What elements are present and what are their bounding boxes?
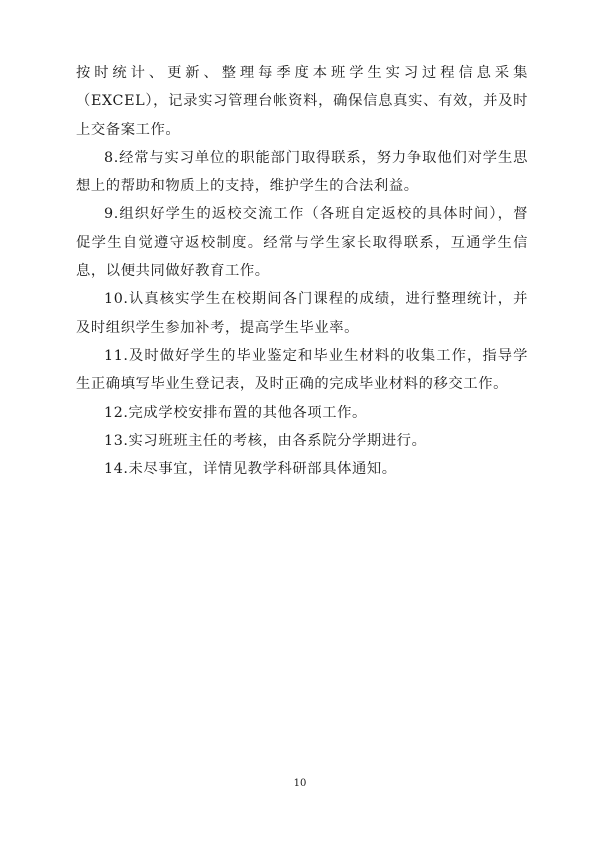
page-number: 10 xyxy=(293,778,307,789)
paragraph-item-14: 14.未尽事宜，详情见教学科研部具体通知。 xyxy=(104,461,397,478)
paragraph-item-12: 12.完成学校安排布置的其他各项工作。 xyxy=(104,404,367,421)
paragraph-item-13: 13.实习班班主任的考核，由各系院分学期进行。 xyxy=(104,432,427,449)
paragraph-item-8: 8.经常与实习单位的职能部门取得联系，努力争取他们对学生思想上的帮助和物质上的支持，维护学生的合法利益。 xyxy=(76,149,528,195)
paragraph-continuation: 按时统计、更新、整理每季度本班学生实习过程信息采集（EXCEL），记录实习管理台帐资料，确保信息真实、有效，并及时上交备案工作。 xyxy=(76,65,528,138)
paragraph-item-11: 11.及时做好学生的毕业鉴定和毕业生材料的收集工作，指导学生正确填写毕业生登记表，及时正确的完成毕业材料的移交工作。 xyxy=(76,347,528,393)
document-body xyxy=(76,59,528,483)
paragraph-item-9: 9.组织好学生的返校交流工作（各班自定返校的具体时间），督促学生自觉遵守返校制度。经常与学生家长取得联系，互通学生信息，以便共同做好教育工作。 xyxy=(76,206,528,280)
paragraph-item-10: 10.认真核实学生在校期间各门课程的成绩，进行整理统计，并及时组织学生参加补考，提高学生毕业率。 xyxy=(76,291,528,336)
